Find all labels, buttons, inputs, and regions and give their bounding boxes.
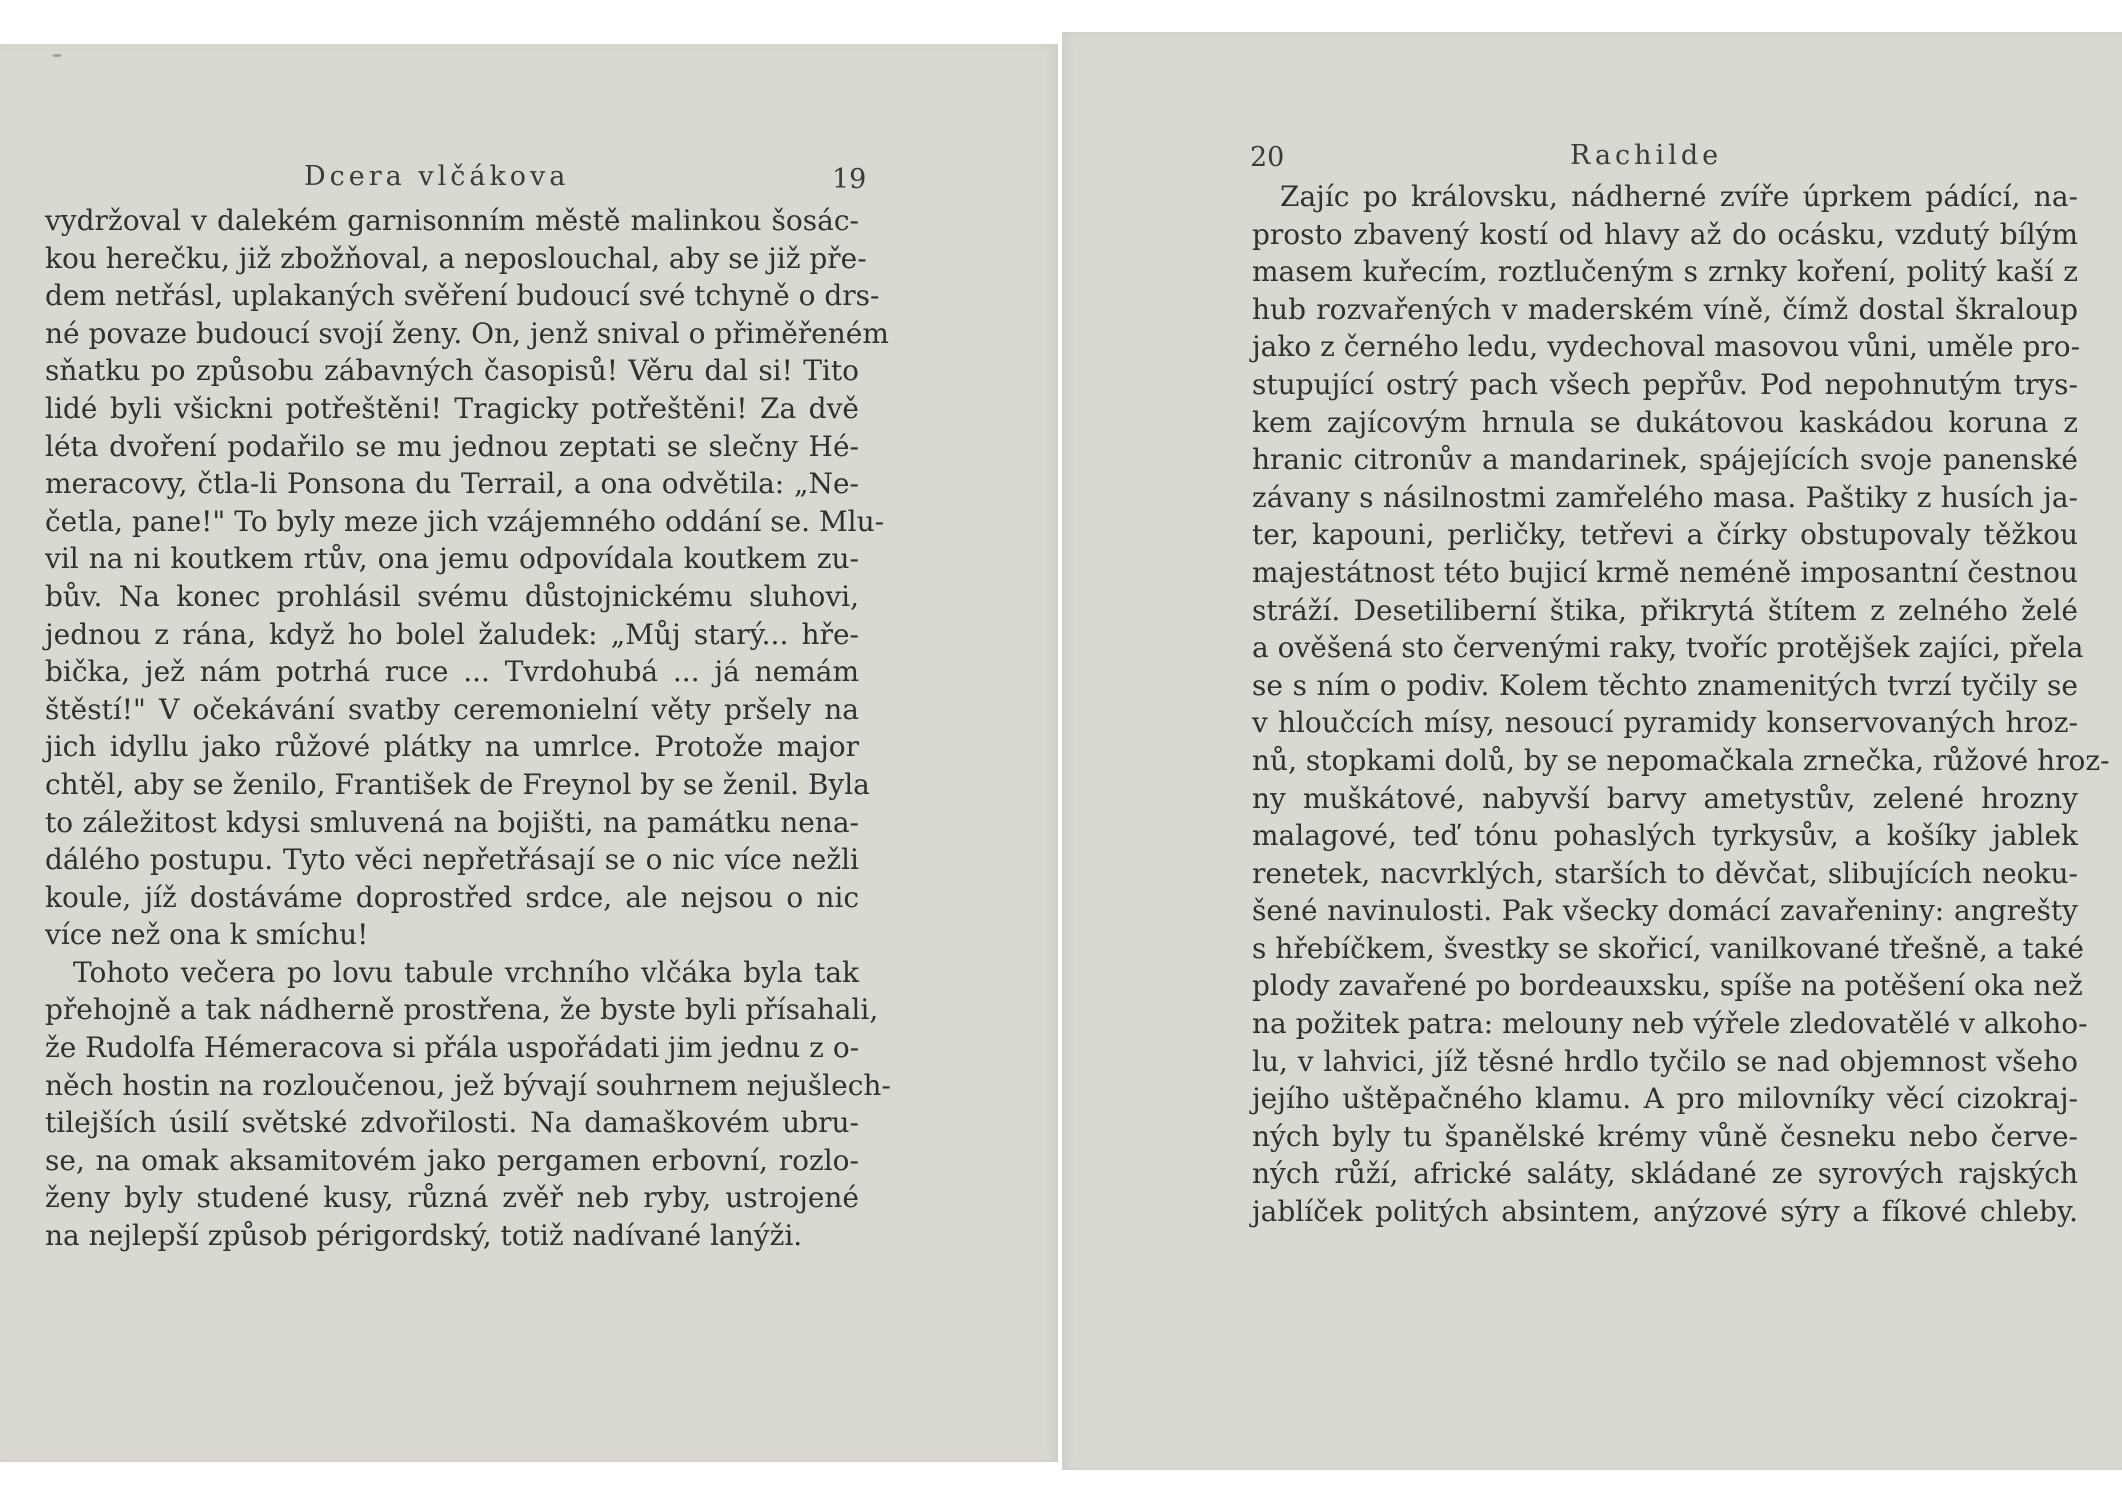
text-line: ných růží, africké saláty, skládané ze syrových rajských: [1252, 1157, 2078, 1191]
text-line: dem netřásl, uplakaných svěření budoucí své tchyně o drs-: [45, 279, 880, 313]
text-line: plody zavařené po bordeauxsku, spíše na potěšení oka než: [1252, 969, 2083, 1003]
text-line: koule, jíž dostáváme doprostřed srdce, ale nejsou o nic: [45, 880, 859, 914]
right-running-head: Rachilde: [1570, 140, 1723, 171]
text-line: závany s násilnostmi zamřelého masa. Paštiky z husích ja-: [1252, 480, 2078, 514]
text-line: chtěl, aby se ženilo, František de Freynol by se ženil. Byla: [45, 767, 870, 801]
text-line: na požitek patra: melouny neb výřele zledovatělé v alkoho-: [1252, 1007, 2088, 1041]
text-line: léta dvoření podařilo se mu jednou zeptati se slečny Hé-: [45, 429, 859, 463]
text-line: jablíček politých absintem, anýzové sýry a fíkové chleby.: [1252, 1195, 2078, 1229]
text-line: majestátnost této bujicí krmě neméně imposantní čestnou: [1252, 555, 2078, 589]
text-line: něch hostin na rozloučenou, jež bývají souhrnem nejušlech-: [45, 1068, 891, 1102]
text-line: více než ona k smíchu!: [45, 918, 369, 952]
text-line: hranic citronův a mandarinek, spájejících svoje panenské: [1252, 443, 2078, 477]
text-line: to záležitost kdysi smluvená na bojišti, na památku nena-: [45, 805, 859, 839]
text-line: jako z černého ledu, vydechoval masovou vůni, uměle pro-: [1252, 330, 2081, 364]
text-line: hub rozvařených v maderském víně, čímž dostal škraloup: [1252, 292, 2078, 326]
right-page: [1062, 32, 2122, 1470]
left-body-text: [45, 202, 891, 1255]
text-line: vydržoval v dalekém garnisonním městě malinkou šosác-: [45, 204, 859, 237]
text-line: vil na ni koutkem rtův, ona jemu odpovídala koutkem zu-: [45, 542, 859, 576]
text-line: se s ním o podiv. Kolem těchto znamenitých tvrzí tyčily se: [1252, 668, 2078, 702]
text-line: že Rudolfa Hémeracova si přála uspořádati jim jednu z o-: [45, 1031, 860, 1065]
text-line: jejího uštěpačného klamu. A pro milovníky věcí cizokraj-: [1252, 1082, 2078, 1116]
text-line: lidé byli všickni potřeštěni! Tragicky potřeštěni! Za dvě: [45, 391, 859, 425]
text-line: stráží. Desetiliberní štika, přikrytá štítem z zelného želé: [1252, 593, 2078, 627]
text-line: bička, jež nám potrhá ruce ... Tvrdohubá ... já nemám: [45, 655, 859, 689]
text-line: s hřebíčkem, švestky se skořicí, vanilkované třešně, a také: [1252, 931, 2084, 965]
text-line: Tohoto večera po lovu tabule vrchního vlčáka byla tak: [73, 955, 859, 989]
text-line: meracovy, čtla-li Ponsona du Terrail, a ona odvětila: „Ne-: [45, 467, 859, 501]
text-line: štěstí!" V očekávání svatby ceremonielní věty pršely na: [45, 692, 859, 726]
text-line: šené navinulosti. Pak všecky domácí zavařeniny: angrešty: [1252, 894, 2078, 928]
text-line: jich idyllu jako růžové plátky na umrlce. Protože major: [45, 730, 859, 764]
text-line: na nejlepší způsob périgordský, totiž nadívané lanýži.: [45, 1219, 803, 1253]
text-line: stupující ostrý pach všech pepřův. Pod nepohnutým trys-: [1252, 367, 2078, 401]
text-line: né povaze budoucí svojí ženy. On, jenž snival o přiměřeném: [45, 316, 889, 350]
text-line: Zajíc po královsku, nádherné zvíře úprkem pádící, na-: [1280, 180, 2078, 213]
text-line: kem zajícovým hrnula se dukátovou kaskádou koruna z: [1252, 405, 2078, 439]
text-line: tilejších úsilí světské zdvořilosti. Na damaškovém ubru-: [45, 1106, 859, 1140]
text-line: se, na omak aksamitovém jako pergamen erbovní, rozlo-: [45, 1143, 859, 1177]
text-line: masem kuřecím, roztlučeným s zrnky koření, politý kaší z: [1252, 255, 2078, 289]
left-page: [0, 44, 1058, 1462]
text-line: v hloučcích mísy, nesoucí pyramidy konservovaných hroz-: [1252, 706, 2078, 740]
text-line: prosto zbavený kostí od hlavy až do ocásku, vzdutý bílým: [1252, 217, 2078, 251]
text-line: bův. Na konec prohlásil svému důstojnickému sluhovi,: [45, 579, 859, 613]
text-line: nů, stopkami dolů, by se nepomačkala zrnečka, růžové hroz-: [1252, 743, 2110, 777]
text-line: kou herečku, již zbožňoval, a neposlouchal, aby se již pře-: [45, 241, 867, 275]
text-line: dálého postupu. Tyto věci nepřetřásají se o nic více nežli: [45, 843, 859, 877]
text-line: ných byly tu španělské krémy vůně česneku nebo červe-: [1252, 1119, 2078, 1153]
paper-smudge: [52, 54, 62, 57]
left-page-number: 19: [832, 164, 867, 195]
right-page-number: 20: [1250, 142, 1285, 173]
text-line: a ověšená sto červenými raky, tvoříc protějšek zajíci, přela: [1252, 631, 2084, 665]
right-body-text: [1252, 178, 2110, 1231]
text-line: přehojně a tak nádherně prostřena, že byste byli přísahali,: [45, 993, 879, 1027]
text-line: malagové, teď tónu pohaslých tyrkysův, a košíky jablek: [1252, 819, 2078, 853]
text-line: ženy byly studené kusy, různá zvěř neb ryby, ustrojené: [45, 1181, 859, 1215]
text-line: četla, pane!" To byly meze jich vzájemného oddání se. Mlu-: [45, 504, 885, 538]
text-line: lu, v lahvici, jíž těsné hrdlo tyčilo se nad objemnost všeho: [1252, 1044, 2078, 1078]
text-line: jednou z rána, když ho bolel žaludek: „Můj starý... hře-: [45, 617, 859, 651]
text-line: ter, kapouni, perličky, tetřevi a čírky obstupovaly těžkou: [1252, 518, 2078, 552]
text-line: renetek, nacvrklých, starších to děvčat, slibujících neoku-: [1252, 856, 2078, 890]
text-line: sňatku po způsobu zábavných časopisů! Věru dal si! Tito: [45, 354, 859, 388]
left-running-head: Dcera vlčákova: [304, 161, 570, 192]
text-line: ny muškátové, nabyvší barvy ametystův, zelené hrozny: [1252, 781, 2078, 815]
